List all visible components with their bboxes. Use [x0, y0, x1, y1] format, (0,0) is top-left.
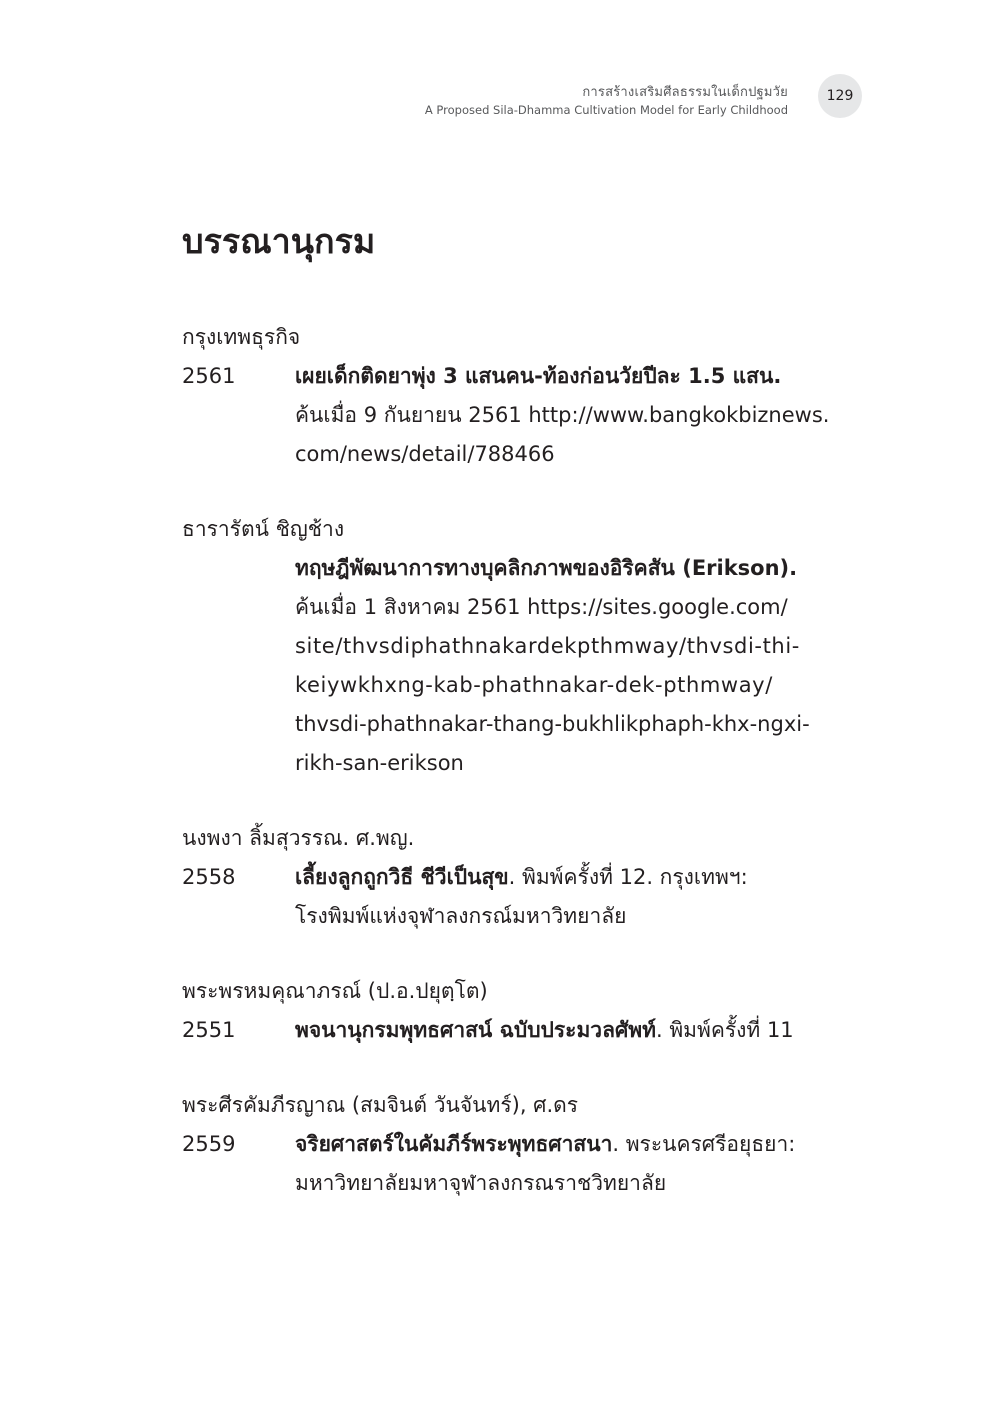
reference-title: พจนานุกรมพุทธศาสน์ ฉบับประมวลศัพท์ [295, 1018, 656, 1042]
reference-list [182, 318, 846, 1239]
reference-year: 2558 [182, 865, 236, 889]
reference-title-suffix: . พระนครศรีอยุธยา: [612, 1132, 796, 1156]
reference-entry [182, 972, 846, 1050]
reference-title: ทฤษฎีพัฒนาการทางบุคลิกภาพของอิริคสัน (Erikson). [295, 556, 798, 580]
reference-row [182, 1011, 846, 1050]
running-header-thai-title: การสร้างเสริมศีลธรรมในเด็กปฐมวัย [582, 85, 788, 100]
reference-detail-line: มหาวิทยาลัยมหาจุฬาลงกรณราชวิทยาลัย [295, 1171, 667, 1195]
reference-body [295, 1011, 846, 1050]
reference-detail-line: ค้นเมื่อ 1 สิงหาคม 2561 https://sites.google.com/ [295, 595, 788, 619]
reference-author: ธารารัตน์ ชิญช้าง [182, 517, 345, 541]
reference-entry [182, 819, 846, 936]
running-header [425, 84, 788, 118]
reference-detail-line: com/news/detail/788466 [295, 442, 555, 466]
reference-year: 2561 [182, 364, 236, 388]
reference-row [182, 1125, 846, 1203]
reference-title: เลี้ยงลูกถูกวิธี ชีวีเป็นสุข [295, 865, 509, 889]
reference-author: นงพงา ลิ้มสุวรรณ. ศ.พญ. [182, 826, 415, 850]
reference-url-line: thvsdi-phathnakar-thang-bukhlikphaph-khx-ngxi- [295, 712, 810, 736]
reference-title-suffix: . พิมพ์ครั้งที่ 11 [655, 1018, 794, 1042]
reference-author: กรุงเทพธุรกิจ [182, 325, 301, 349]
reference-title: จริยศาสตร์ในคัมภีร์พระพุทธศาสนา [295, 1132, 613, 1156]
reference-body [295, 1125, 846, 1203]
reference-year: 2551 [182, 1018, 236, 1042]
reference-title-line [295, 1125, 846, 1164]
reference-title-line [295, 1011, 846, 1050]
reference-row [182, 357, 846, 474]
reference-entry [182, 510, 846, 783]
reference-url-line: rikh-san-erikson [295, 751, 464, 775]
reference-author: พระพรหมคุณาภรณ์ (ป.อ.ปยุตฺโต) [182, 979, 488, 1003]
reference-year: 2559 [182, 1132, 236, 1156]
reference-entry [182, 1086, 846, 1203]
reference-row [182, 549, 846, 783]
reference-detail-line: โรงพิมพ์แห่งจุฬาลงกรณ์มหาวิทยาลัย [295, 904, 627, 928]
reference-detail-line: ค้นเมื่อ 9 กันยายน 2561 http://www.bangkokbiznews. [295, 403, 830, 427]
reference-row [182, 858, 846, 936]
reference-body [295, 357, 846, 474]
reference-title-line [295, 858, 846, 897]
reference-body [295, 549, 846, 783]
reference-url-line: site/thvsdiphathnakardekpthmway/thvsdi-thi- [295, 634, 800, 658]
page-number-badge: 129 [818, 74, 862, 118]
reference-author: พระศีรคัมภีรญาณ (สมจินต์ วันจันทร์), ศ.ดร [182, 1093, 579, 1117]
running-header-english-title: A Proposed Sila-Dhamma Cultivation Model for Early Childhood [424, 103, 788, 117]
reference-title-suffix: . พิมพ์ครั้งที่ 12. กรุงเทพฯ: [508, 865, 748, 889]
reference-year [182, 549, 295, 783]
reference-url-line: keiywkhxng-kab-phathnakar-dek-pthmway/ [295, 673, 773, 697]
reference-title: เผยเด็กติดยาพุ่ง 3 แสนคน-ท้องก่อนวัยปีละ 1.5 แสน. [295, 364, 782, 388]
reference-body [295, 858, 846, 936]
page-title: บรรณานุกรม [182, 222, 376, 262]
reference-entry [182, 318, 846, 474]
